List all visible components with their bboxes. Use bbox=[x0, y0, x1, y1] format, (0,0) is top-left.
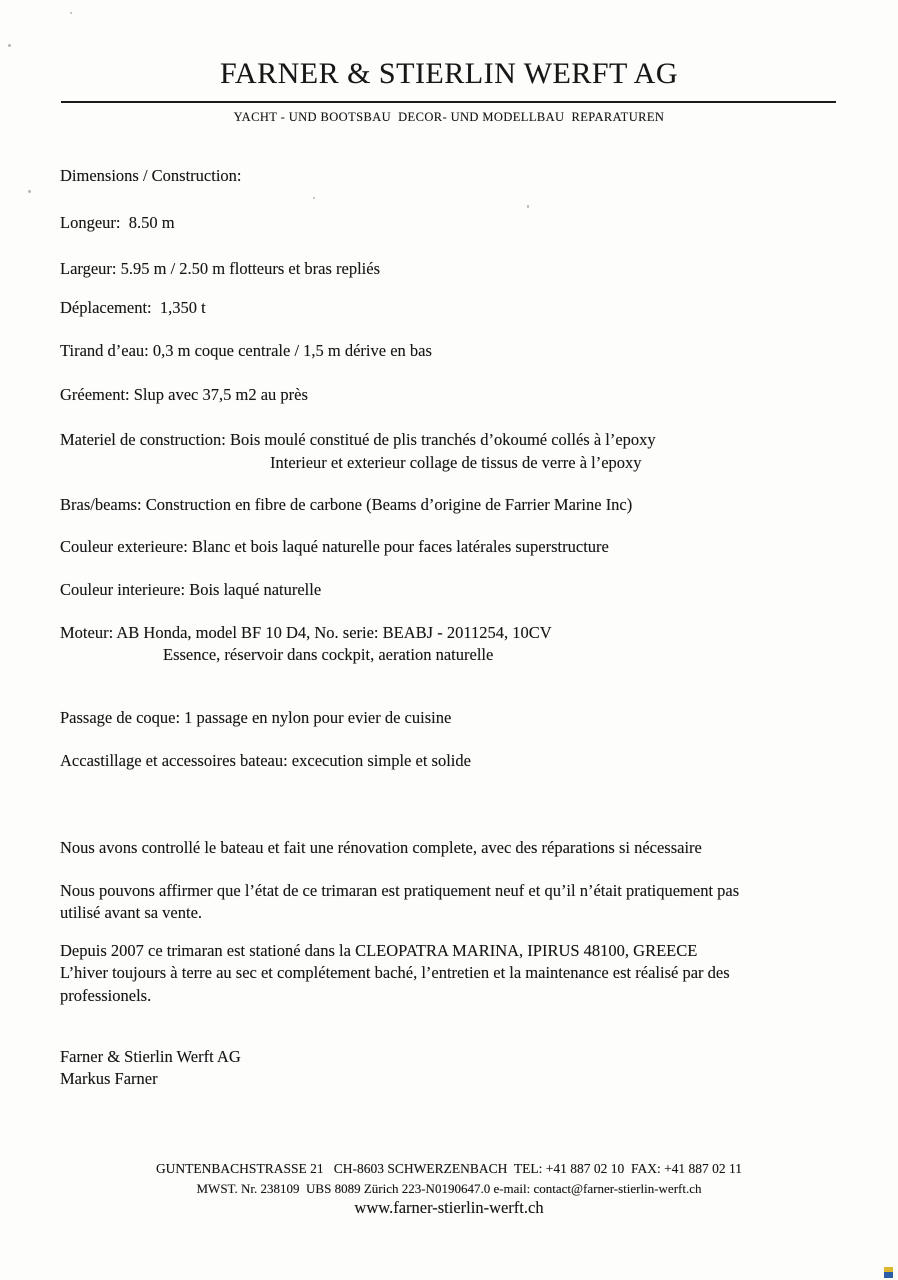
line-note-hiver: L’hiver toujours à terre au sec et complétement baché, l’entretien et la maintenance est réalisé par des bbox=[60, 963, 730, 982]
line-materiel: Materiel de construction: Bois moulé constitué de plis tranchés d’okoumé collés à l’epoxy bbox=[60, 430, 656, 449]
line-dimensions-heading: Dimensions / Construction: bbox=[60, 166, 242, 185]
scan-speck bbox=[28, 190, 31, 193]
footer-vat-email: MWST. Nr. 238109 UBS 8089 Zürich 223-N0190647.0 e-mail: contact@farner-stierlin-werft.ch bbox=[196, 1181, 702, 1196]
scan-speck bbox=[70, 12, 72, 14]
line-moteur-continuation: Essence, réservoir dans cockpit, aeration naturelle bbox=[163, 645, 494, 664]
scan-speck bbox=[527, 205, 529, 208]
line-couleur-interieure: Couleur interieure: Bois laqué naturelle bbox=[60, 580, 322, 599]
line-note-marina: Depuis 2007 ce trimaran est stationé dans la CLEOPATRA MARINA, IPIRUS 48100, GREECE bbox=[60, 941, 698, 960]
line-moteur: Moteur: AB Honda, model BF 10 D4, No. serie: BEABJ - 2011254, 10CV bbox=[60, 623, 552, 642]
footer-address: GUNTENBACHSTRASSE 21 CH-8603 SCHWERZENBACH TEL: +41 887 02 10 FAX: +41 887 02 11 bbox=[155, 1161, 743, 1176]
line-note-etat-continuation: utilisé avant sa vente. bbox=[60, 903, 203, 922]
line-note-hiver-continuation: professionels. bbox=[60, 986, 152, 1005]
line-accastillage: Accastillage et accessoires bateau: excecution simple et solide bbox=[60, 751, 471, 770]
line-deplacement: Déplacement: 1,350 t bbox=[60, 298, 206, 317]
scan-artifact-marker-bottom bbox=[884, 1272, 893, 1278]
signature-name: Markus Farner bbox=[60, 1069, 158, 1088]
signature-company: Farner & Stierlin Werft AG bbox=[60, 1047, 241, 1066]
line-note-etat: Nous pouvons affirmer que l’état de ce trimaran est pratiquement neuf et qu’il n’était pratiquement pas bbox=[60, 881, 740, 900]
scan-speck bbox=[313, 197, 315, 199]
scan-artifact-marker bbox=[884, 1267, 893, 1278]
line-greement: Gréement: Slup avec 37,5 m2 au près bbox=[60, 385, 308, 404]
line-note-controle: Nous avons controllé le bateau et fait une rénovation complete, avec des réparations si nécessaire bbox=[60, 838, 702, 857]
line-materiel-continuation: Interieur et exterieur collage de tissus de verre à l’epoxy bbox=[270, 453, 642, 472]
line-couleur-exterieure: Couleur exterieure: Blanc et bois laqué naturelle pour faces latérales superstructure bbox=[60, 537, 609, 556]
footer-website: www.farner-stierlin-werft.ch bbox=[354, 1198, 544, 1217]
header-rule bbox=[61, 101, 836, 103]
line-longeur: Longeur: 8.50 m bbox=[60, 213, 175, 232]
scan-speck bbox=[8, 44, 11, 47]
line-passage-coque: Passage de coque: 1 passage en nylon pour evier de cuisine bbox=[60, 708, 452, 727]
line-largeur: Largeur: 5.95 m / 2.50 m flotteurs et bras repliés bbox=[60, 259, 380, 278]
line-bras-beams: Bras/beams: Construction en fibre de carbone (Beams d’origine de Farrier Marine Inc) bbox=[60, 495, 633, 514]
header-subtitle: YACHT - UND BOOTSBAU DECOR- UND MODELLBAU REPARATUREN bbox=[233, 110, 665, 124]
page-title: FARNER & STIERLIN WERFT AG bbox=[219, 57, 679, 90]
line-tirant-eau: Tirand d’eau: 0,3 m coque centrale / 1,5 m dérive en bas bbox=[60, 341, 432, 360]
